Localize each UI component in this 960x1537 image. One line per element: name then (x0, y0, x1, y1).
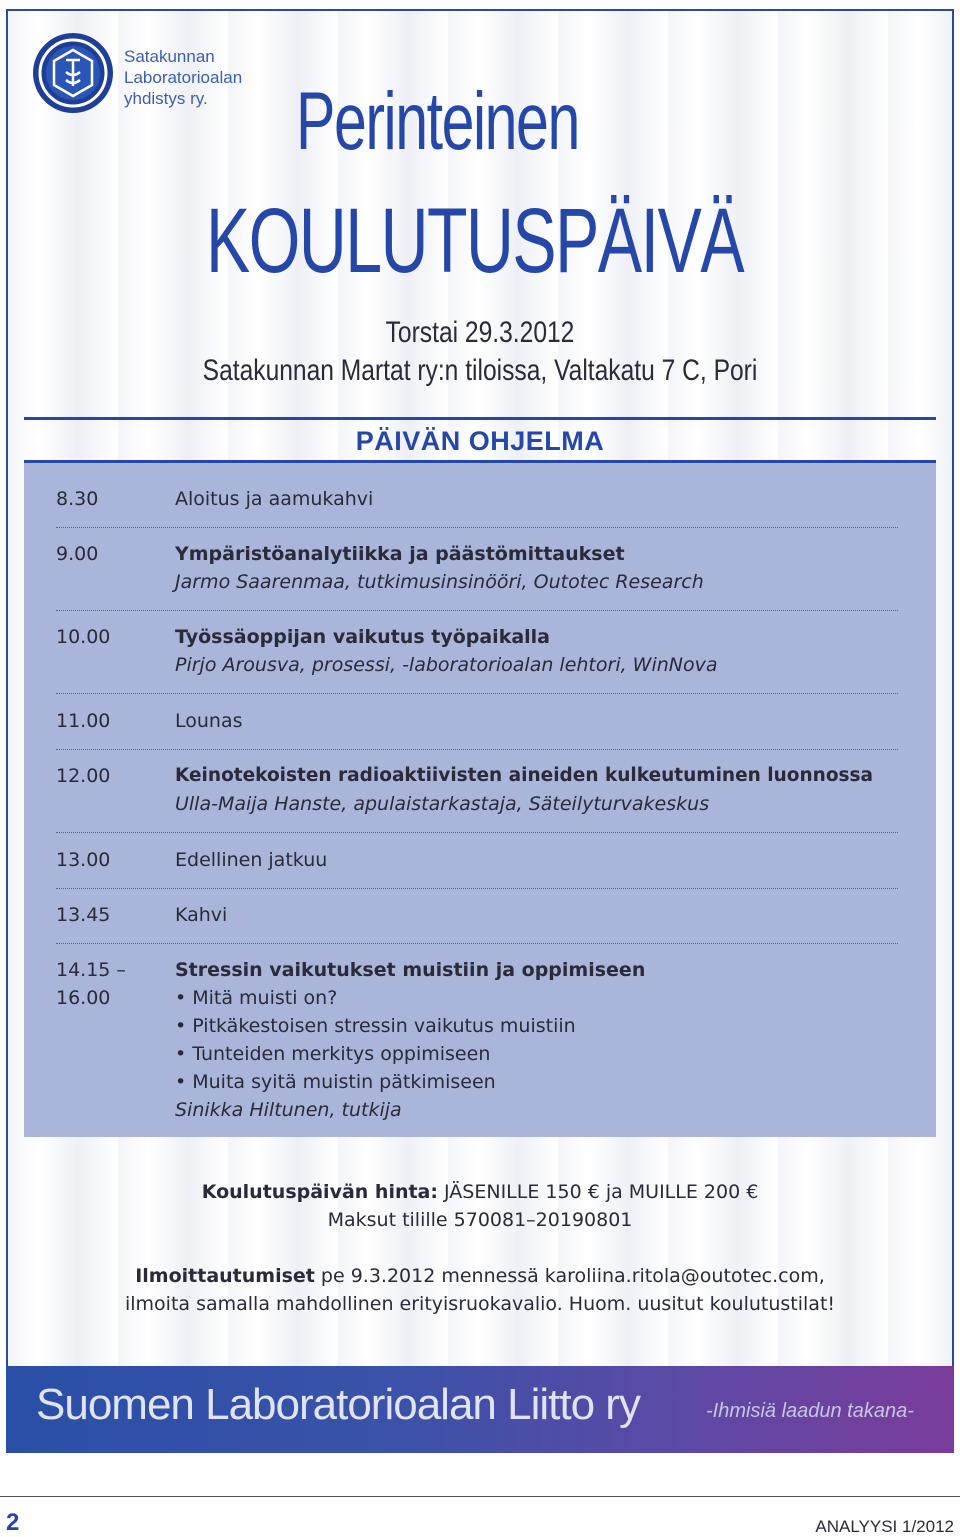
price-value: JÄSENILLE 150 € ja MUILLE 200 € (437, 1181, 759, 1203)
program-bullet: • Muita syitä muistin pätkimiseen (175, 1071, 496, 1093)
program-title: Stressin vaikutukset muistiin ja oppimiseen (175, 959, 646, 981)
program-time: 12.00 (56, 765, 111, 787)
banner-tagline: -Ihmisiä laadun takana- (706, 1400, 914, 1422)
program-title: Ympäristöanalytiikka ja päästömittaukset (175, 543, 625, 565)
program-bullet: • Mitä muisti on? (175, 987, 338, 1009)
association-logo-icon (32, 32, 114, 114)
program-speaker: Jarmo Saarenmaa, tutkimusinsinööri, Outotec Research (175, 571, 704, 593)
program-speaker: Sinikka Hiltunen, tutkija (175, 1099, 402, 1121)
program-bullet: • Tunteiden merkitys oppimiseen (175, 1043, 491, 1065)
program-time: 13.00 (56, 849, 111, 871)
event-venue: Satakunnan Martat ry:n tiloissa, Valtakatu 7 C, Pori (202, 354, 758, 387)
price-label: Koulutuspäivän hinta: (201, 1181, 438, 1203)
dotted-separator (56, 749, 898, 750)
association-name-line: Satakunnan (124, 47, 215, 66)
program-title: Keinotekoisten radioaktiivisten aineiden kulkeutuminen luonnossa (175, 765, 874, 786)
association-name-line: Laboratorioalan (124, 68, 243, 87)
footer-divider (0, 1496, 960, 1497)
program-time: 11.00 (56, 710, 111, 732)
payment-info: Maksut tilille 570081–20190801 (327, 1209, 633, 1231)
program-time-end: 16.00 (56, 987, 111, 1009)
registration-label: Ilmoittautumiset (135, 1265, 315, 1287)
program-title: Lounas (175, 710, 243, 732)
program-time: 8.30 (56, 488, 99, 510)
program-time: 9.00 (56, 543, 99, 565)
program-title: Työssäoppijan vaikutus työpaikalla (175, 626, 550, 648)
program-time: 10.00 (56, 626, 111, 648)
program-time: 14.15 – (56, 959, 126, 981)
title-line-2: KOULUTUSPÄIVÄ (206, 190, 744, 292)
program-bullet: • Pitkäkestoisen stressin vaikutus muistiin (175, 1015, 576, 1037)
divider (24, 417, 936, 420)
association-name (124, 46, 242, 109)
association-name-line: yhdistys ry. (124, 89, 208, 108)
federation-banner (6, 1366, 954, 1453)
dotted-separator (56, 693, 898, 694)
program-time: 13.45 (56, 904, 111, 926)
banner-title: Suomen Laboratorioalan Liitto ry (36, 1380, 640, 1429)
dotted-separator (56, 832, 898, 833)
program-title: Edellinen jatkuu (175, 849, 328, 871)
dotted-separator (56, 527, 898, 528)
program-speaker: Pirjo Arousva, prosessi, -laboratorioalan lehtori, WinNova (175, 654, 718, 676)
dotted-separator (56, 888, 898, 889)
program-heading: PÄIVÄN OHJELMA (355, 426, 605, 456)
dotted-separator (56, 943, 898, 944)
program-speaker: Ulla-Maija Hanste, apulaistarkastaja, Säteilyturvakeskus (175, 793, 710, 815)
price-line (0, 1181, 960, 1203)
program-title: Kahvi (175, 904, 228, 926)
registration-line (0, 1265, 960, 1287)
title-line-1: Perinteinen (296, 76, 579, 167)
registration-text: pe 9.3.2012 mennessä karoliina.ritola@outotec.com, (314, 1265, 825, 1287)
registration-note: ilmoita samalla mahdollinen erityisruokavalio. Huom. uusitut koulutustilat! (124, 1293, 836, 1315)
program-title: Aloitus ja aamukahvi (175, 488, 374, 510)
page-number: 2 (6, 1509, 20, 1536)
journal-issue: ANALYYSI 1/2012 (815, 1517, 954, 1536)
dotted-separator (56, 610, 898, 611)
event-date: Torstai 29.3.2012 (385, 316, 575, 349)
